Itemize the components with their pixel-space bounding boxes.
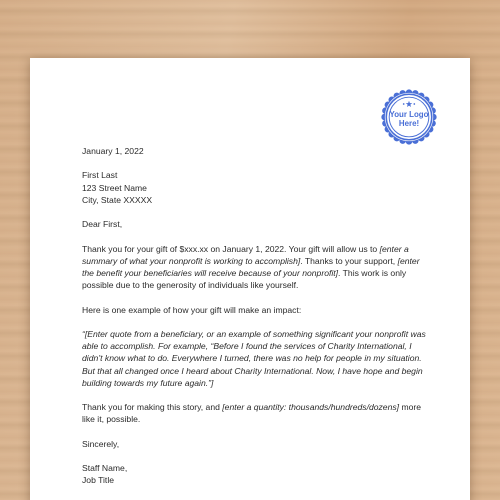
closing-thanks-paragraph bbox=[82, 401, 432, 425]
recipient-city-state: City, State XXXXX bbox=[82, 194, 153, 205]
para4-placeholder-quantity: [enter a quantity: thousands/hundreds/dozens] bbox=[222, 402, 400, 413]
para1-placeholder-benefit: [enter the benefit your beneficiaries will receive because of your nonprofit] bbox=[82, 255, 420, 278]
logo-placeholder-seal bbox=[380, 88, 438, 146]
beneficiary-quote bbox=[82, 328, 432, 389]
para1-text-2: . Thanks to your support, bbox=[300, 255, 398, 266]
beneficiary-quote-text: “[Enter quote from a beneficiary, or an example of something significant your nonprofit was able to accomplish. For example, “Before I found the services of Charity International, I didn’t know what to do. Everywhere I turned, there was no help for people in my situation. But that all changed once I heard about Charity International. Now, I have hope and begin building towards my future again.”] bbox=[82, 328, 426, 388]
para1-placeholder-summary: [enter a summary of what your nonprofit is working to accomplish] bbox=[82, 243, 409, 266]
recipient-street: 123 Street Name bbox=[82, 182, 147, 193]
para1-text-1: Thank you for your gift of $xxx.xx on January 1, 2022. Your gift will allow us to bbox=[82, 243, 380, 254]
logo-text-line1: Your Logo bbox=[389, 110, 429, 119]
logo-text-line2: Here! bbox=[398, 119, 420, 129]
closing: Sincerely, bbox=[82, 438, 120, 449]
thank-you-paragraph bbox=[82, 243, 432, 292]
letter-body bbox=[82, 145, 432, 499]
recipient-address bbox=[82, 169, 432, 206]
seal-dot-left bbox=[403, 103, 405, 105]
signature-job-title: Job Title bbox=[82, 475, 115, 486]
impact-intro-paragraph: Here is one example of how your gift will make an impact: bbox=[82, 304, 302, 315]
para1-text-3: . This work is only possible due to the generosity of individuals like yourself. bbox=[82, 267, 407, 291]
salutation: Dear First, bbox=[82, 219, 123, 230]
signature-block bbox=[82, 462, 432, 486]
seal-dot-right bbox=[413, 103, 415, 105]
letter-date: January 1, 2022 bbox=[82, 146, 144, 156]
signature-staff-name: Staff Name, bbox=[82, 463, 128, 474]
logo-seal-graphic bbox=[380, 88, 438, 146]
recipient-name: First Last bbox=[82, 170, 118, 181]
para4-text-2: more like it, possible. bbox=[82, 402, 422, 425]
para4-text-1: Thank you for making this story, and bbox=[82, 402, 223, 413]
